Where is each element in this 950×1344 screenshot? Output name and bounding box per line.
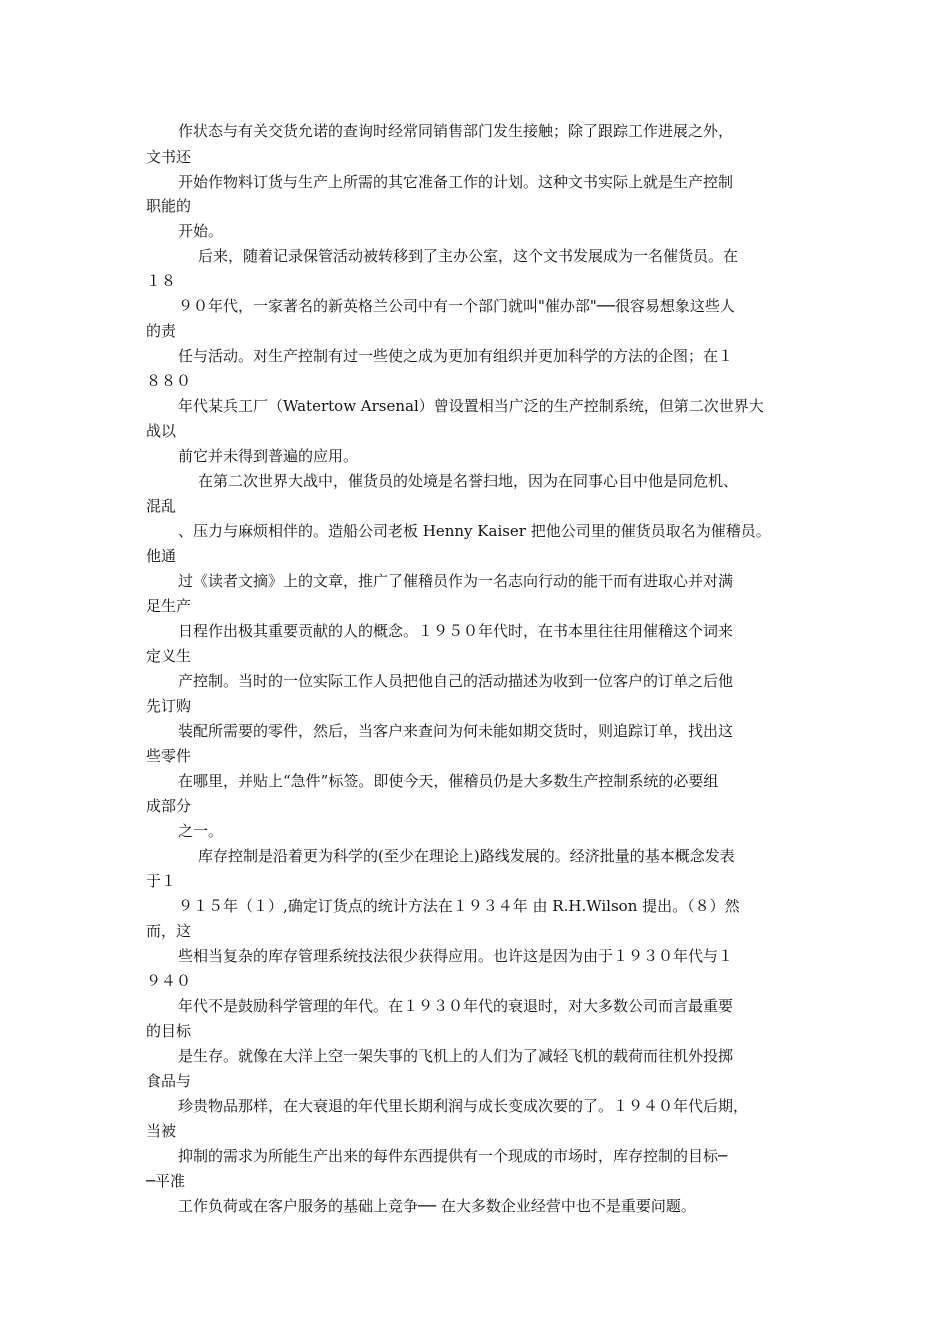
text-line: 定义生 [146,647,192,665]
text-line: 装配所需要的零件，然后，当客户来查问为何未能如期交货时，则追踪订单，找出这 [178,722,734,740]
text-line: 过《读者文摘》上的文章，推广了催稽员作为一名志向行动的能干而有进取心并对满 [178,572,734,590]
text-line: 库存控制是沿着更为科学的(至少在理论上)路线发展的。经济批量的基本概念发表 [198,847,735,865]
text-line: 职能的 [146,197,192,215]
text-line: 在哪里，并贴上“急件”标签。即使今天，催稽员仍是大多数生产控制系统的必要组 [178,772,719,790]
text-line: 年代不是鼓励科学管理的年代。在１９３０年代的衰退时，对大多数公司而言最重要 [178,997,734,1015]
text-line: ９１５年（１）,确定订货点的统计方法在１９３４年 由 R.H.Wilson 提出。（８）然 [178,897,740,915]
text-line: 在第二次世界大战中，催货员的处境是名誉扫地，因为在同事心目中他是同危机、 [198,472,739,490]
text-line: 足生产 [146,597,192,615]
text-line: 他通 [146,547,177,565]
text-line: 后来，随着记录保管活动被转移到了主办公室，这个文书发展成为一名催货员。在 [198,247,739,265]
text-line: ８８０ [146,372,192,390]
text-line: 开始。 [178,222,224,240]
text-line: 、压力与麻烦相伴的。造船公司老板 Henny Kaiser 把他公司里的催货员取名为催稽员。 [178,522,771,540]
text-line: 成部分 [146,797,192,815]
text-line: 于１ [146,872,177,890]
text-line: １８ [146,272,177,290]
text-line: 开始作物料订货与生产上所需的其它准备工作的计划。这种文书实际上就是生产控制 [178,173,734,191]
text-line: 日程作出极其重要贡献的人的概念。１９５０年代时，在书本里往往用催稽这个词来 [178,622,734,640]
text-line: 的目标 [146,1022,192,1040]
text-line: 任与活动。对生产控制有过一些使之成为更加有组织并更加科学的方法的企图；在１ [178,347,734,365]
text-line: 混乱 [146,497,177,515]
text-line: 些零件 [146,747,192,765]
text-line: ９４０ [146,972,192,990]
text-line: 先订购 [146,697,192,715]
text-line: ９０年代，一家著名的新英格兰公司中有一个部门就叫"催办部"──很容易想象这些人 [178,297,735,315]
text-line: 当被 [146,1122,177,1140]
text-line: 是生存。就像在大洋上空一架失事的飞机上的人们为了减轻飞机的载荷而往机外投掷 [178,1047,734,1065]
text-line: 的责 [146,322,177,340]
text-line: 些相当复杂的库存管理系统技法很少获得应用。也许这是因为由于１９３０年代与１ [178,947,734,965]
text-line: 工作负荷或在客户服务的基础上竞争── 在大多数企业经营中也不是重要问题。 [178,1197,696,1215]
text-line: 食品与 [146,1072,192,1090]
text-line: 抑制的需求为所能生产出来的每件东西提供有一个现成的市场时，库存控制的目标─ [178,1147,728,1165]
text-line: 珍贵物品那样，在大衰退的年代里长期利润与成长变成次要的了。１９４０年代后期， [178,1097,749,1115]
text-line: 战以 [146,422,177,440]
text-line: 作状态与有关交货允诺的查询时经常同销售部门发生接触；除了跟踪工作进展之外， [178,122,734,140]
text-line: 产控制。当时的一位实际工作人员把他自己的活动描述为收到一位客户的订单之后他 [178,672,734,690]
text-line: 文书还 [146,148,192,166]
text-line: 之一。 [178,822,224,840]
text-line: 而，这 [146,922,192,940]
text-line: 前它并未得到普遍的应用。 [178,447,359,465]
text-line: 年代某兵工厂（Watertow Arsenal）曾设置相当广泛的生产控制系统，但第二次世界大 [178,397,764,415]
text-line: ─平准 [146,1172,186,1190]
